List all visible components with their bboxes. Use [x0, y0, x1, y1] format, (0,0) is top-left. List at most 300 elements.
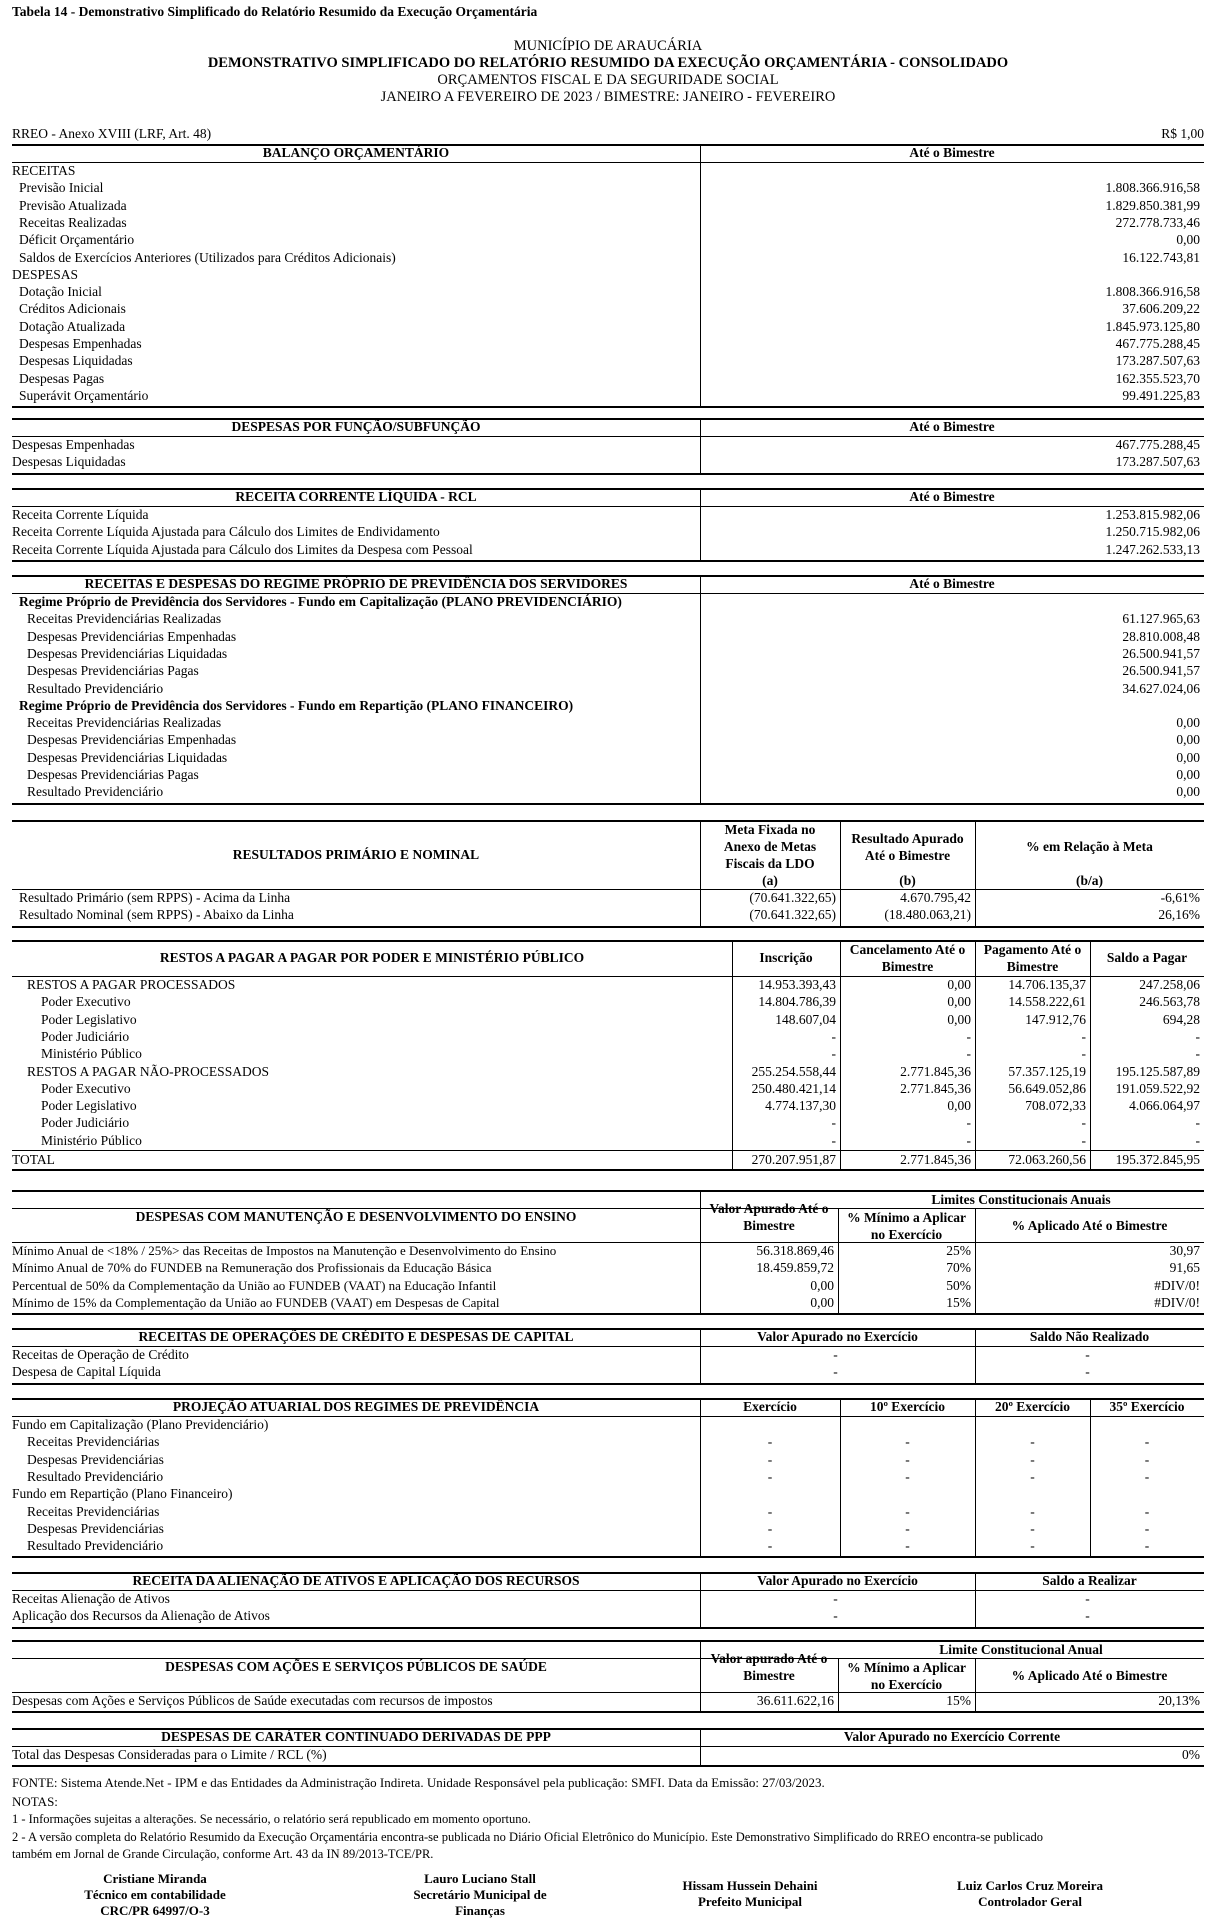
ensino-row-valor: 0,00 — [810, 1277, 834, 1293]
rpps-row-label: Receitas Previdenciárias Realizadas — [27, 715, 222, 731]
saude-col-aplicado: % Aplicado Até o Bimestre — [1011, 1668, 1168, 1683]
resultados-apurado-value: (18.480.063,21) — [884, 907, 971, 923]
restos-col-cancelamento: Cancelamento Até o — [849, 942, 966, 957]
column-divider — [700, 1728, 701, 1765]
saude-title: DESPESAS COM AÇÕES E SERVIÇOS PÚBLICOS DE SAÚDE — [165, 1659, 547, 1674]
balanco-receita-value: 1.829.850.381,99 — [1105, 197, 1200, 213]
ensino-row-aplicado: #DIV/0! — [1154, 1277, 1200, 1293]
despesas-heading: DESPESAS — [12, 266, 79, 282]
balanco-despesa-label: Despesas Empenhadas — [19, 336, 142, 351]
ensino-row-valor: 18.459.859,72 — [756, 1260, 834, 1276]
ensino-row-minimo: 15% — [946, 1294, 971, 1310]
column-divider — [700, 1190, 701, 1313]
column-divider — [700, 144, 701, 406]
projecao-row-value: - — [905, 1468, 910, 1484]
balanco-bottom-border — [12, 406, 1204, 408]
restos-row-value: 195.125.587,89 — [1115, 1063, 1200, 1079]
restos-col-pagamento: Pagamento Até o — [983, 942, 1082, 957]
ppp-title: DESPESAS DE CARÁTER CONTINUADO DERIVADAS DE PPP — [161, 1729, 551, 1744]
balanco-despesa-value: 37.606.209,22 — [1122, 301, 1200, 317]
restos-row-value: 191.059.522,92 — [1115, 1080, 1200, 1096]
projecao-row-value: - — [767, 1434, 773, 1450]
notas-title: NOTAS: — [12, 1794, 58, 1809]
restos-col-saldo: Saldo a Pagar — [1106, 950, 1188, 965]
header-periodo: JANEIRO A FEVEREIRO DE 2023 / BIMESTRE: JANEIRO - FEVEREIRO — [380, 89, 836, 105]
balanco-despesa-value: 1.808.366.916,58 — [1105, 284, 1200, 300]
restos-row-value: 148.607,04 — [775, 1011, 836, 1027]
rcl-row-value: 1.250.715.982,06 — [1105, 524, 1200, 540]
restos-row-value: - — [1195, 1028, 1200, 1044]
balanco-receita-value: 0,00 — [1176, 232, 1200, 248]
restos-row-label: Poder Executivo — [41, 1080, 131, 1096]
restos-row-value: 246.563,78 — [1139, 994, 1200, 1010]
balanco-despesa-value: 162.355.523,70 — [1115, 370, 1200, 386]
projecao-row-value: - — [1144, 1451, 1150, 1467]
signature-role: CRC/PR 64997/O-3 — [100, 1903, 210, 1918]
header-municipio: MUNICÍPIO DE ARAUCÁRIA — [513, 38, 703, 54]
projecao-group-capitalizacao: Fundo em Capitalização (Plano Previdenciário) — [12, 1417, 269, 1432]
resultados-col-b: Até o Bimestre — [864, 848, 951, 863]
resultados-meta-value: (70.641.322,65) — [749, 890, 836, 905]
balanco-receita-value: 272.778.733,46 — [1115, 214, 1200, 230]
restos-row-value: 0,00 — [947, 977, 971, 992]
rpps-row-value: 0,00 — [1176, 732, 1200, 748]
projecao-row-value: - — [1030, 1434, 1035, 1450]
rpps-col-header: Até o Bimestre — [909, 576, 995, 591]
divider — [12, 473, 1204, 475]
projecao-row-label: Resultado Previdenciário — [27, 1538, 164, 1554]
rcl-title: RECEITA CORRENTE LÍQUIDA - RCL — [235, 489, 477, 504]
projecao-row-value: - — [767, 1538, 773, 1554]
projecao-row-value: - — [1030, 1538, 1035, 1554]
projecao-row-value: - — [1030, 1451, 1035, 1467]
alienacao-row-valor: - — [833, 1608, 838, 1624]
balanco-receita-value: 1.808.366.916,58 — [1105, 180, 1200, 196]
balanco-receita-label: Previsão Atualizada — [19, 197, 127, 213]
signature-name: Hissam Hussein Dehaini — [682, 1878, 818, 1893]
restos-row-label: Poder Legislativo — [41, 1011, 137, 1027]
doc-title: Tabela 14 - Demonstrativo Simplificado do Relatório Resumido da Execução Orçamentária — [12, 4, 538, 19]
projecao-row-value: - — [1144, 1503, 1150, 1519]
ensino-row-aplicado: 30,97 — [1169, 1243, 1200, 1258]
column-divider — [975, 820, 976, 926]
column-divider — [840, 940, 841, 1169]
balanco-receita-label: Déficit Orçamentário — [19, 232, 135, 248]
restos-row-label: Poder Executivo — [41, 994, 131, 1010]
column-divider — [700, 1640, 701, 1711]
restos-row-value: 147.912,76 — [1025, 1011, 1086, 1027]
rcl-col-header: Até o Bimestre — [909, 489, 995, 504]
restos-row-value: 14.558.222,61 — [1008, 994, 1086, 1010]
restos-row-value: 56.649.052,86 — [1008, 1080, 1086, 1096]
credito-col-valor: Valor Apurado no Exercício — [757, 1329, 918, 1344]
rpps-row-label: Receitas Previdenciárias Realizadas — [27, 611, 222, 627]
restos-total-value: 195.372.845,95 — [1115, 1152, 1200, 1167]
divider — [12, 1169, 1204, 1171]
resultados-col-b: Resultado Apurado — [851, 831, 964, 846]
restos-row-value: - — [1195, 1046, 1200, 1062]
balanco-despesa-label: Dotação Inicial — [19, 284, 102, 300]
restos-row-value: 4.066.064,97 — [1129, 1098, 1200, 1114]
funcao-row-value: 173.287.507,63 — [1115, 454, 1200, 470]
rpps-row-value: 34.627.024,06 — [1122, 680, 1200, 696]
alienacao-col-saldo: Saldo a Realizar — [1042, 1573, 1137, 1588]
ensino-row-minimo: 70% — [946, 1260, 971, 1276]
projecao-row-value: - — [767, 1468, 773, 1484]
restos-total-label: TOTAL — [12, 1152, 55, 1167]
signature-role: Finanças — [455, 1903, 505, 1918]
resultados-apurado-value: 4.670.795,42 — [900, 890, 971, 905]
saude-col-valor: Valor apurado Até o — [710, 1651, 828, 1666]
projecao-row-label: Despesas Previdenciárias — [27, 1451, 164, 1467]
restos-row-value: 14.804.786,39 — [758, 994, 836, 1010]
projecao-row-value: - — [1030, 1503, 1035, 1519]
balanco-title: BALANÇO ORÇAMENTÁRIO — [262, 145, 450, 160]
restos-row-value: 0,00 — [947, 1098, 971, 1114]
divider — [12, 1556, 1204, 1558]
saude-limite-header: Limite Constitucional Anual — [939, 1642, 1103, 1657]
rpps-row-label: Despesas Previdenciárias Empenhadas — [27, 732, 237, 748]
restos-row-value: - — [831, 1115, 836, 1131]
resultados-col-c: % em Relação à Meta — [1026, 839, 1153, 854]
restos-row-value: - — [966, 1046, 971, 1062]
divider — [12, 560, 1204, 562]
saude-col-minimo: no Exercício — [870, 1677, 943, 1692]
column-divider — [975, 940, 976, 1169]
column-divider — [975, 1398, 976, 1556]
column-divider — [840, 1398, 841, 1556]
resultados-row-label: Resultado Nominal (sem RPPS) - Abaixo da Linha — [19, 907, 294, 923]
credito-row-valor: - — [833, 1347, 838, 1362]
ensino-row-minimo: 25% — [946, 1243, 971, 1258]
rpps-row-label: Despesas Previdenciárias Liquidadas — [27, 749, 228, 765]
annex-label: RREO - Anexo XVIII (LRF, Art. 48) — [12, 126, 212, 141]
resultados-col-a: Anexo de Metas — [723, 839, 817, 854]
projecao-row-value: - — [905, 1503, 910, 1519]
credito-row-saldo: - — [1085, 1364, 1090, 1380]
resultados-col-b: (b) — [899, 873, 916, 888]
resultados-percent-value: -6,61% — [1160, 890, 1200, 905]
nota-2: 2 - A versão completa do Relatório Resumido da Execução Orçamentária encontra-se publicada no Diário Oficial Eletrônico do Município. Este Demonstrativo Simplificado do RREO encontra-se publicado — [12, 1830, 1043, 1844]
resultados-meta-value: (70.641.322,65) — [749, 907, 836, 923]
resultados-col-a: (a) — [762, 873, 778, 888]
rpps-row-value: 28.810.008,48 — [1122, 628, 1200, 644]
signature-name: Luiz Carlos Cruz Moreira — [957, 1878, 1103, 1893]
rpps-row-value: 26.500.941,57 — [1122, 645, 1200, 661]
ensino-limites-header: Limites Constitucionais Anuais — [931, 1192, 1111, 1207]
ensino-col-aplicado: % Aplicado Até o Bimestre — [1011, 1218, 1168, 1233]
divider — [12, 1313, 1204, 1315]
restos-row-label: Poder Legislativo — [41, 1098, 137, 1114]
restos-row-label: Poder Judiciário — [41, 1115, 130, 1131]
credito-title: RECEITAS DE OPERAÇÕES DE CRÉDITO E DESPESAS DE CAPITAL — [138, 1329, 574, 1344]
ensino-row-minimo: 50% — [946, 1277, 971, 1293]
restos-row-value: - — [1195, 1115, 1200, 1131]
restos-row-value: - — [966, 1132, 971, 1148]
restos-row-label: Ministério Público — [41, 1046, 142, 1062]
resultados-percent-value: 26,16% — [1158, 907, 1200, 923]
rcl-row-label: Receita Corrente Líquida Ajustada para Cálculo dos Limites da Despesa com Pessoal — [12, 541, 473, 557]
credito-row-valor: - — [833, 1364, 838, 1380]
ensino-row-aplicado: 91,65 — [1169, 1260, 1200, 1276]
column-divider — [838, 1208, 839, 1313]
projecao-row-value: - — [1144, 1468, 1150, 1484]
funcao-title: DESPESAS POR FUNÇÃO/SUBFUNÇÃO — [231, 419, 481, 434]
funcao-col-header: Até o Bimestre — [909, 419, 995, 434]
column-divider — [700, 488, 701, 560]
funcao-row-value: 467.775.288,45 — [1115, 437, 1200, 452]
resultados-top-border — [12, 820, 1204, 822]
nota-1: 1 - Informações sujeitas a alterações. Se necessário, o relatório será republicado em momento oportuno. — [12, 1812, 531, 1826]
restos-row-value: 694,28 — [1162, 1011, 1200, 1027]
restos-row-value: - — [1081, 1046, 1086, 1062]
projecao-row-label: Receitas Previdenciárias — [27, 1503, 160, 1519]
projecao-row-value: - — [1030, 1468, 1035, 1484]
rpps-group-reparticao: Regime Próprio de Previdência dos Servidores - Fundo em Repartição (PLANO FINANCEIRO) — [19, 697, 574, 713]
balanco-despesa-value: 99.491.225,83 — [1122, 387, 1200, 403]
column-divider — [840, 820, 841, 926]
column-divider — [1090, 1398, 1091, 1556]
restos-col-inscricao: Inscrição — [759, 950, 813, 965]
balanco-despesa-value: 1.845.973.125,80 — [1105, 318, 1200, 334]
rpps-row-label: Despesas Previdenciárias Pagas — [27, 663, 199, 679]
signature-role: Técnico em contabilidade — [84, 1887, 226, 1902]
balanco-despesa-value: 173.287.507,63 — [1115, 353, 1200, 369]
restos-row-value: 57.357.125,19 — [1008, 1063, 1086, 1079]
column-divider — [700, 418, 701, 473]
credito-col-saldo: Saldo Não Realizado — [1029, 1329, 1150, 1344]
resultados-title: RESULTADOS PRIMÁRIO E NOMINAL — [232, 847, 480, 862]
balanco-receita-label: Previsão Inicial — [19, 180, 104, 196]
alienacao-title: RECEITA DA ALIENAÇÃO DE ATIVOS E APLICAÇÃO DOS RECURSOS — [132, 1573, 580, 1588]
header-orcamentos: ORÇAMENTOS FISCAL E DA SEGURIDADE SOCIAL — [437, 72, 779, 88]
balanco-despesa-value: 467.775.288,45 — [1115, 336, 1200, 351]
rpps-row-label: Resultado Previdenciário — [27, 680, 164, 696]
restos-row-label: Ministério Público — [41, 1132, 142, 1148]
projecao-row-value: - — [767, 1503, 773, 1519]
restos-row-value: 247.258,06 — [1139, 977, 1200, 992]
projecao-row-value: - — [905, 1538, 910, 1554]
restos-row-value: 2.771.845,36 — [900, 1080, 971, 1096]
column-divider — [700, 1572, 701, 1627]
projecao-col-header: Exercício — [743, 1399, 797, 1414]
divider — [12, 1383, 1204, 1385]
restos-row-value: - — [966, 1028, 971, 1044]
divider — [12, 926, 1204, 928]
projecao-col-header: 35º Exercício — [1109, 1399, 1185, 1414]
divider — [12, 1208, 1204, 1209]
projecao-row-value: - — [905, 1434, 910, 1450]
restos-row-label: Poder Judiciário — [41, 1028, 130, 1044]
credito-row-saldo: - — [1085, 1347, 1090, 1362]
projecao-row-value: - — [1144, 1520, 1150, 1536]
saude-row-minimo: 15% — [946, 1693, 971, 1708]
projecao-row-value: - — [1144, 1538, 1150, 1554]
balanco-despesa-label: Créditos Adicionais — [19, 301, 126, 317]
rcl-row-value: 1.247.262.533,13 — [1105, 541, 1200, 557]
restos-total-value: 270.207.951,87 — [751, 1152, 836, 1167]
report-header — [12, 38, 1204, 106]
receitas-heading: RECEITAS — [12, 163, 76, 178]
divider — [12, 803, 1204, 805]
ensino-col-minimo: no Exercício — [870, 1227, 943, 1242]
restos-row-value: - — [1195, 1132, 1200, 1148]
rpps-row-value: 26.500.941,57 — [1122, 663, 1200, 679]
balanco-despesa-label: Dotação Atualizada — [19, 318, 126, 334]
divider — [12, 162, 1204, 163]
alienacao-col-valor: Valor Apurado no Exercício — [757, 1573, 918, 1588]
balanco-receita-label: Saldos de Exercícios Anteriores (Utilizados para Créditos Adicionais) — [19, 249, 396, 265]
ensino-row-valor: 0,00 — [810, 1294, 834, 1310]
ppp-row-value: 0% — [1182, 1747, 1200, 1762]
projecao-group-reparticao: Fundo em Repartição (Plano Financeiro) — [12, 1486, 233, 1502]
saude-row-aplicado: 20,13% — [1158, 1693, 1200, 1708]
rcl-row-label: Receita Corrente Líquida Ajustada para Cálculo dos Limites de Endividamento — [12, 524, 440, 540]
projecao-row-label: Resultado Previdenciário — [27, 1468, 164, 1484]
rpps-title: RECEITAS E DESPESAS DO REGIME PRÓPRIO DE PREVIDÊNCIA DOS SERVIDORES — [84, 576, 628, 591]
ensino-row-valor: 56.318.869,46 — [756, 1243, 834, 1258]
restos-row-value: 2.771.845,36 — [900, 1063, 971, 1079]
ensino-title: DESPESAS COM MANUTENÇÃO E DESENVOLVIMENTO DO ENSINO — [135, 1209, 577, 1224]
saude-col-minimo: % Mínimo a Aplicar — [847, 1660, 966, 1675]
saude-row-valor: 36.611.622,16 — [756, 1693, 834, 1708]
ensino-col-minimo: % Mínimo a Aplicar — [847, 1210, 966, 1225]
saude-col-valor: Bimestre — [743, 1668, 795, 1683]
restos-row-value: 250.480.421,14 — [751, 1080, 836, 1096]
balanco-receita-value: 16.122.743,81 — [1122, 249, 1200, 265]
rpps-row-value: 0,00 — [1176, 767, 1200, 782]
restos-row-value: 14.953.393,43 — [758, 977, 836, 992]
restos-row-value: - — [966, 1115, 971, 1131]
balanco-despesa-label: Despesas Liquidadas — [19, 353, 133, 369]
credito-row-label: Despesa de Capital Líquida — [12, 1364, 161, 1380]
alienacao-row-saldo: - — [1085, 1608, 1090, 1624]
resultados-col-a: Fiscais da LDO — [725, 856, 815, 871]
resultados-col-c: (b/a) — [1076, 873, 1103, 888]
rpps-row-label: Resultado Previdenciário — [27, 784, 164, 800]
restos-row-value: 255.254.558,44 — [751, 1063, 836, 1079]
column-divider — [975, 1208, 976, 1313]
rpps-row-label: Despesas Previdenciárias Pagas — [27, 767, 199, 782]
rpps-row-label: Despesas Previdenciárias Liquidadas — [27, 645, 228, 661]
restos-row-value: 4.774.137,30 — [765, 1098, 836, 1114]
restos-row-value: 708.072,33 — [1025, 1098, 1086, 1114]
alienacao-row-valor: - — [833, 1591, 838, 1606]
projecao-row-value: - — [1144, 1434, 1150, 1450]
restos-row-label: RESTOS A PAGAR PROCESSADOS — [27, 977, 236, 992]
resultados-col-a: Meta Fixada no — [724, 822, 816, 837]
column-divider — [700, 575, 701, 803]
header-demonstrativo: DEMONSTRATIVO SIMPLIFICADO DO RELATÓRIO RESUMIDO DA EXECUÇÃO ORÇAMENTÁRIA - CONSOLIDADO — [207, 55, 1009, 71]
ppp-col-header: Valor Apurado no Exercício Corrente — [843, 1729, 1061, 1744]
unit-label: R$ 1,00 — [1161, 126, 1204, 141]
rpps-row-label: Despesas Previdenciárias Empenhadas — [27, 628, 237, 644]
restos-row-value: 0,00 — [947, 994, 971, 1010]
ensino-row-label: Mínimo Anual de 70% do FUNDEB na Remuneração dos Profissionais da Educação Básica — [12, 1260, 492, 1276]
ppp-row-label: Total das Despesas Consideradas para o Limite / RCL (%) — [12, 1747, 327, 1762]
ensino-row-aplicado: #DIV/0! — [1154, 1294, 1200, 1310]
projecao-row-value: - — [767, 1451, 773, 1467]
funcao-row-label: Despesas Liquidadas — [12, 454, 126, 470]
funcao-row-label: Despesas Empenhadas — [12, 437, 135, 452]
alienacao-row-label: Aplicação dos Recursos da Alienação de Ativos — [12, 1608, 270, 1624]
balanco-receita-label: Receitas Realizadas — [19, 214, 127, 230]
column-divider — [975, 1572, 976, 1627]
signature-role: Controlador Geral — [978, 1894, 1082, 1909]
restos-total-value: 72.063.260,56 — [1008, 1152, 1086, 1167]
divider — [12, 1658, 1204, 1659]
restos-total-value: 2.771.845,36 — [900, 1152, 971, 1167]
ensino-row-label: Percentual de 50% da Complementação da União ao FUNDEB (VAAT) na Educação Infantil — [12, 1277, 497, 1293]
ensino-col-valor: Valor Apurado Até o — [709, 1201, 829, 1216]
rpps-row-value: 0,00 — [1176, 749, 1200, 765]
projecao-row-value: - — [905, 1520, 910, 1536]
rpps-row-value: 0,00 — [1176, 715, 1200, 731]
restos-row-value: - — [1081, 1132, 1086, 1148]
credito-row-label: Receitas de Operação de Crédito — [12, 1347, 189, 1362]
restos-col-pagamento: Bimestre — [1006, 959, 1059, 974]
rpps-row-value: 0,00 — [1176, 784, 1200, 800]
column-divider — [700, 820, 701, 926]
balanco-col-header: Até o Bimestre — [909, 145, 995, 160]
saude-row-label: Despesas com Ações e Serviços Públicos de Saúde executadas com recursos de impostos — [12, 1693, 493, 1708]
column-divider — [732, 940, 733, 1169]
restos-row-value: - — [831, 1046, 836, 1062]
projecao-title: PROJEÇÃO ATUARIAL DOS REGIMES DE PREVIDÊNCIA — [172, 1399, 540, 1414]
projecao-row-value: - — [1030, 1520, 1035, 1536]
rcl-row-value: 1.253.815.982,06 — [1105, 507, 1200, 522]
projecao-row-label: Receitas Previdenciárias — [27, 1434, 160, 1450]
signature-name: Lauro Luciano Stall — [424, 1871, 536, 1886]
alienacao-row-saldo: - — [1085, 1591, 1090, 1606]
balanco-despesa-label: Despesas Pagas — [19, 370, 105, 386]
column-divider — [700, 1398, 701, 1556]
restos-row-value: - — [831, 1132, 836, 1148]
signature-name: Cristiane Miranda — [103, 1871, 207, 1886]
projecao-row-value: - — [767, 1520, 773, 1536]
rcl-row-label: Receita Corrente Líquida — [12, 507, 149, 522]
restos-row-value: - — [1081, 1028, 1086, 1044]
column-divider — [975, 1658, 976, 1711]
nota-2-continued: também em Jornal de Grande Circulação, conforme Art. 43 da IN 89/2013-TCE/PR. — [12, 1847, 434, 1861]
divider — [12, 1765, 1204, 1767]
resultados-row-label: Resultado Primário (sem RPPS) - Acima da Linha — [19, 890, 291, 905]
ensino-row-label: Mínimo Anual de <18% / 25%> das Receitas de Impostos na Manutenção e Desenvolvimento do Ensino — [12, 1243, 557, 1258]
restos-row-value: - — [1081, 1115, 1086, 1131]
projecao-col-header: 20º Exercício — [994, 1399, 1071, 1414]
projecao-col-header: 10º Exercício — [869, 1399, 946, 1414]
rpps-group-capitalizacao: Regime Próprio de Previdência dos Servidores - Fundo em Capitalização (PLANO PREVIDENCIÁRIO) — [19, 594, 622, 609]
balanco-despesa-label: Superávit Orçamentário — [19, 387, 149, 403]
ensino-col-valor: Bimestre — [743, 1218, 795, 1233]
ensino-row-label: Mínimo de 15% da Complementação da União ao FUNDEB (VAAT) em Despesas de Capital — [12, 1294, 500, 1310]
restos-title: RESTOS A PAGAR A PAGAR POR PODER E MINISTÉRIO PÚBLICO — [159, 950, 585, 965]
restos-row-value: 14.706.135,37 — [1008, 977, 1086, 992]
column-divider — [975, 1328, 976, 1383]
projecao-row-label: Despesas Previdenciárias — [27, 1520, 164, 1536]
restos-row-label: RESTOS A PAGAR NÃO-PROCESSADOS — [27, 1063, 269, 1079]
divider — [12, 1627, 1204, 1629]
alienacao-row-label: Receitas Alienação de Ativos — [12, 1591, 170, 1606]
restos-row-value: 0,00 — [947, 1011, 971, 1027]
column-divider — [1090, 940, 1091, 1169]
rpps-row-value: 61.127.965,63 — [1122, 611, 1200, 627]
divider — [12, 1711, 1204, 1713]
projecao-row-value: - — [905, 1451, 910, 1467]
column-divider — [838, 1658, 839, 1711]
column-divider — [700, 1328, 701, 1383]
signature-role: Secretário Municipal de — [413, 1887, 547, 1902]
